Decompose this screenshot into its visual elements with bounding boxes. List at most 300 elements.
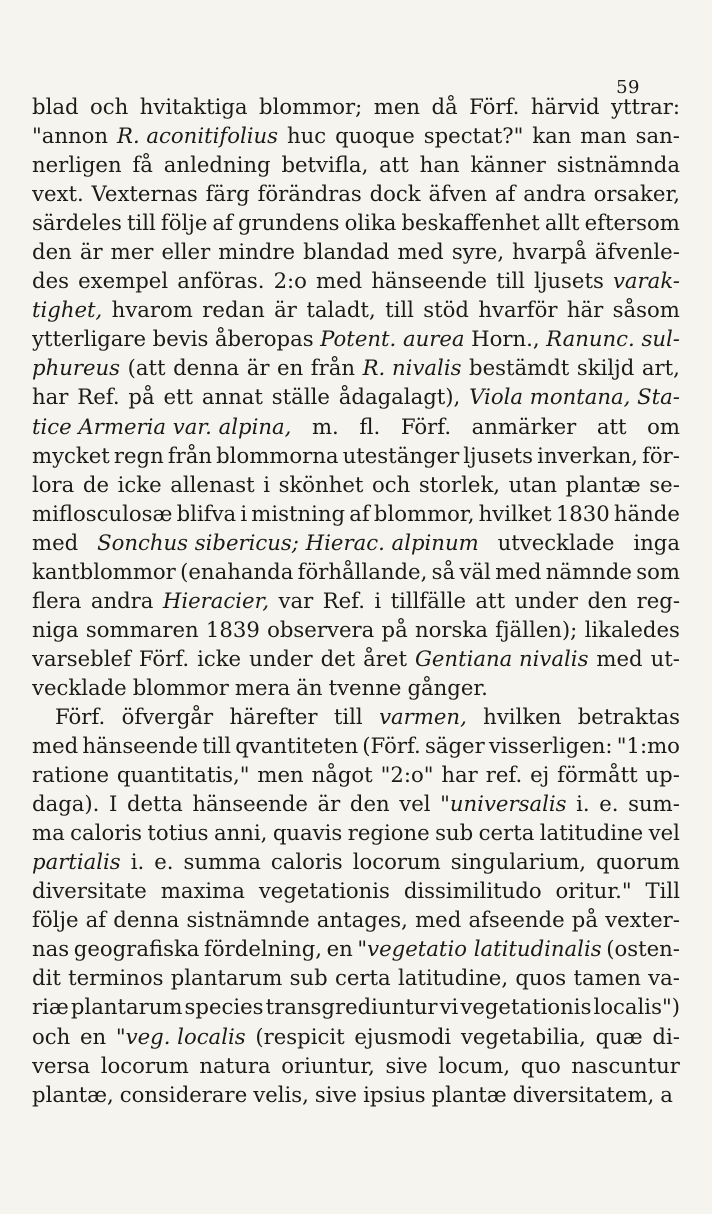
text-line [32, 237, 680, 266]
word: fl. [359, 413, 381, 439]
word: certa [478, 820, 535, 846]
word: ställe [271, 384, 330, 410]
word: härefter [229, 703, 318, 729]
word: sub [435, 820, 474, 846]
word: sum- [628, 791, 680, 817]
word: skönhet [278, 471, 364, 497]
text-line [32, 586, 680, 615]
word: olika [344, 210, 397, 236]
word: plantæ [431, 1081, 507, 1107]
word: äfven [428, 181, 488, 207]
word: anni, [213, 820, 268, 846]
word: up- [645, 762, 680, 788]
word: skiljd [576, 355, 635, 381]
word: icke [117, 471, 162, 497]
word: något [311, 762, 373, 788]
word: dock [369, 181, 421, 207]
word: riæ [32, 994, 69, 1020]
text-line [32, 441, 680, 470]
text-line [32, 412, 680, 441]
word: denna [173, 355, 240, 381]
word: quo [520, 1052, 561, 1078]
text-line [32, 557, 680, 586]
italic-term: Hieracier, [162, 587, 270, 613]
word: blifva [176, 500, 237, 526]
word: blommor, [373, 500, 475, 526]
word: vecklade [32, 674, 127, 700]
word: spectat?" [423, 123, 524, 149]
word: Förf. [55, 703, 106, 729]
word: 2:o [273, 268, 307, 294]
word: sub [289, 965, 328, 991]
word: beskaffenhet [401, 210, 540, 236]
word: fördelning, [204, 936, 323, 962]
text-line [32, 499, 680, 528]
word: regione [347, 820, 430, 846]
word: särdeles [32, 210, 122, 236]
word: allenast [170, 471, 255, 497]
word: följe [32, 907, 79, 933]
word: gånger. [407, 674, 488, 700]
text-line [32, 963, 680, 992]
word: ratione [32, 762, 109, 788]
word: blommor; [259, 94, 363, 119]
word: plantæ, [32, 1081, 114, 1107]
body-text [32, 92, 680, 1109]
word: vi [439, 994, 459, 1020]
italic-term: "veg. localis [115, 1023, 246, 1049]
word: storlek, [418, 471, 501, 497]
text-line [32, 150, 680, 179]
italic-term: varak- [612, 268, 680, 294]
text-line [32, 353, 680, 382]
word: syre, [451, 239, 505, 265]
word: Förf. [400, 413, 452, 439]
word: förändras [257, 181, 362, 207]
word: transgrediuntur [265, 994, 438, 1020]
word: sistnämnda [556, 152, 680, 178]
word: om [647, 413, 680, 439]
word: bestämdt [469, 355, 570, 381]
word: är [274, 297, 297, 323]
word: så [431, 558, 456, 584]
word: eftersom [584, 210, 680, 236]
text-line [32, 1080, 680, 1109]
text-line [32, 528, 680, 557]
italic-term: Ranunc. sul- [546, 326, 680, 352]
text-line [32, 905, 680, 934]
word: mindre [218, 239, 296, 265]
word: caloris [70, 820, 142, 846]
word: terminos [68, 965, 164, 991]
word: han [419, 152, 460, 178]
word: tvenne [328, 674, 402, 700]
word: än [296, 674, 323, 700]
word: och [89, 94, 129, 119]
word: att [475, 587, 506, 613]
word: till [126, 210, 156, 236]
italic-term: "universalis [440, 791, 567, 817]
word: ut- [650, 645, 680, 671]
word: en [277, 355, 304, 381]
word: huc [286, 123, 327, 149]
italic-term: R. aconitifolius [117, 123, 279, 149]
word: des [32, 268, 69, 294]
italic-term: varmen, [379, 703, 467, 729]
word: den [349, 791, 390, 817]
word: anföras. [177, 268, 265, 294]
word: oriuntur, [281, 1052, 375, 1078]
word: Till [645, 878, 680, 904]
text-line [32, 324, 680, 353]
word: ipsius [363, 1081, 426, 1107]
word: såsom [612, 297, 680, 323]
word: vegetabilia, [460, 1023, 586, 1049]
word: ljusets [534, 268, 604, 294]
word: hvitaktiga [139, 94, 248, 119]
word: är [246, 355, 270, 381]
word: kan [532, 123, 572, 149]
word: (enahanda [180, 558, 294, 584]
word: anmärker [471, 413, 577, 439]
word: considerare [119, 1081, 248, 1107]
word: och [371, 471, 411, 497]
word: men [257, 762, 304, 788]
word: san- [635, 123, 680, 149]
word: som [636, 558, 680, 584]
word: redan [202, 297, 265, 323]
word: nascuntur [571, 1052, 680, 1078]
word: I [108, 791, 118, 817]
word: ma [32, 820, 65, 846]
word: lora [32, 471, 75, 497]
word: quos [515, 965, 567, 991]
word: vel [399, 791, 431, 817]
word: af [349, 500, 370, 526]
word: blad [32, 94, 79, 119]
italic-term: Potent. aurea [320, 326, 465, 352]
word: quoque [335, 123, 415, 149]
word: daga). [32, 791, 100, 817]
word: a [660, 1081, 673, 1107]
word: niga [32, 616, 79, 642]
word: inverkan, [537, 442, 639, 468]
text-line [32, 760, 680, 789]
word: från [310, 355, 356, 381]
word: vel [648, 820, 680, 846]
text-line [32, 992, 680, 1021]
word: oritur." [555, 878, 632, 904]
word: summa [183, 849, 261, 875]
text-line [32, 121, 680, 150]
word: utvecklade [497, 529, 615, 555]
word: i [374, 587, 382, 613]
word: (att [127, 355, 166, 381]
word: versa [32, 1052, 91, 1078]
word: hänseende [82, 733, 199, 759]
word: yttrar: [610, 94, 680, 119]
word: caloris [270, 849, 343, 875]
word: sommaren [85, 616, 199, 642]
word: nas [32, 936, 70, 962]
word: inga [633, 529, 680, 555]
word: betraktas [577, 703, 680, 729]
text-line [32, 934, 680, 963]
word: se- [649, 471, 680, 497]
word: e. [154, 849, 174, 875]
word: locorum [352, 849, 441, 875]
word: flera [32, 587, 82, 613]
word: sive [385, 1052, 428, 1078]
word: norska [414, 616, 488, 642]
word: andra [90, 587, 154, 613]
word: fjällen); [495, 616, 578, 642]
word: har [32, 384, 69, 410]
word: di- [652, 1023, 680, 1049]
word: hände [613, 500, 680, 526]
word: men [373, 94, 421, 119]
word: förhållande, [297, 558, 428, 584]
word: Horn., [471, 326, 540, 352]
word: i [263, 471, 270, 497]
text-line [32, 92, 680, 121]
text-line [32, 1051, 680, 1080]
word: äfvenle- [594, 239, 680, 265]
text-line [32, 266, 680, 295]
word: diversitate [32, 878, 147, 904]
word: förmått [557, 762, 638, 788]
word: utan [508, 471, 558, 497]
word: med [32, 733, 79, 759]
word: den [587, 587, 628, 613]
word: att [596, 413, 627, 439]
word: en [79, 1023, 107, 1049]
word: m. [311, 413, 339, 439]
word: hvilken [483, 703, 562, 729]
word: quorum [596, 849, 680, 875]
word: 1830 [555, 500, 610, 526]
word: året [363, 645, 407, 671]
word: väl [459, 558, 491, 584]
word: den [32, 239, 72, 265]
word: art, [641, 355, 680, 381]
word: mycket [32, 442, 110, 468]
word: "1:mo [616, 733, 680, 759]
word: vegetationis [460, 994, 592, 1020]
word: "2:o" [380, 762, 434, 788]
text-line [32, 731, 680, 760]
word: ytterligare [32, 326, 147, 352]
word: localis") [593, 994, 680, 1020]
word: velis, [253, 1081, 309, 1107]
word: att [379, 152, 409, 178]
word: de [82, 471, 109, 497]
word: (osten- [606, 936, 680, 962]
word: säger [424, 733, 485, 759]
word: hvarför [478, 297, 558, 323]
italic-term: "vegetatio latitudinalis [357, 936, 602, 962]
word: med [596, 645, 643, 671]
text-line [32, 702, 680, 731]
word: under [514, 587, 579, 613]
text-line [32, 615, 680, 644]
word: ljusets [463, 442, 534, 468]
word: qvantiteten [235, 733, 359, 759]
word: latitudine [539, 820, 644, 846]
word: härvid [530, 94, 600, 119]
word: grundens [237, 210, 340, 236]
word: blommor [132, 674, 229, 700]
word: öfvergår [121, 703, 214, 729]
word: plantæ [565, 471, 641, 497]
word: det [320, 645, 356, 671]
word: mer [110, 239, 154, 265]
word: ejusmodi [354, 1023, 452, 1049]
word: med [397, 239, 444, 265]
word: quavis [272, 820, 343, 846]
italic-term: phureus [32, 355, 121, 381]
word: till [385, 297, 414, 323]
word: geografiska [73, 936, 200, 962]
word: tamen [573, 965, 641, 991]
text-line [32, 789, 680, 818]
word: maxima [160, 878, 245, 904]
italic-term: tighet, [32, 297, 103, 323]
word: taladt, [306, 297, 376, 323]
word: Förf. [138, 645, 190, 671]
text-line [32, 470, 680, 499]
word: hvarpå [512, 239, 587, 265]
word: utestänger [342, 442, 460, 468]
word: betvifla, [281, 152, 369, 178]
word: är [317, 791, 341, 817]
word: va- [648, 965, 680, 991]
word: i. [576, 791, 590, 817]
word: tillfälle [390, 587, 467, 613]
word: är [79, 239, 103, 265]
word: på [128, 384, 155, 410]
word: singularium, [450, 849, 587, 875]
word: denna [113, 907, 180, 933]
word: exempel [78, 268, 169, 294]
word: bevis [152, 326, 209, 352]
word: på [571, 907, 598, 933]
text-line [32, 1022, 680, 1051]
word: vexter- [605, 907, 680, 933]
italic-term: partialis [32, 849, 121, 875]
word: dit [32, 965, 61, 991]
italic-term: tice Armeria var. alpina, [32, 413, 292, 439]
word: eller [161, 239, 211, 265]
word: stöd [423, 297, 469, 323]
word: andra [523, 181, 586, 207]
word: miflosculosæ [32, 500, 173, 526]
word: (Förf. [362, 733, 421, 759]
word: varseblef [32, 645, 131, 671]
word: åberopas [214, 326, 314, 352]
word: certa [334, 965, 391, 991]
word: ej [530, 762, 550, 788]
text-line [32, 208, 680, 237]
word: ett [163, 384, 194, 410]
word: af [212, 210, 233, 236]
word: afseende [468, 907, 565, 933]
word: 1839 [205, 616, 260, 642]
word: till [496, 268, 525, 294]
word: visserligen: [488, 733, 613, 759]
word: känner [470, 152, 546, 178]
text-line [32, 382, 680, 411]
word: till [333, 703, 363, 729]
word: (respicit [255, 1023, 345, 1049]
word: likaledes [584, 616, 680, 642]
word: diversitatem, [512, 1081, 655, 1107]
text-line [32, 644, 680, 673]
word: orsaker, [593, 181, 680, 207]
word: af [494, 181, 516, 207]
word: plantarum [170, 965, 283, 991]
word: quæ [595, 1023, 643, 1049]
word: från [167, 442, 213, 468]
word: allt [544, 210, 580, 236]
word: till [202, 733, 232, 759]
page-number: 59 [616, 77, 640, 98]
word: i. [130, 849, 145, 875]
word: hänseende [192, 791, 308, 817]
word: "annon [32, 123, 109, 149]
word: reg- [636, 587, 680, 613]
word: blommorna [216, 442, 339, 468]
word: på [381, 616, 408, 642]
word: mistning [251, 500, 346, 526]
word: latitudine, [397, 965, 509, 991]
word: Förf. [469, 94, 520, 119]
word: af [85, 907, 107, 933]
text-line [32, 847, 680, 876]
text-line [32, 673, 680, 702]
word: e. [599, 791, 619, 817]
word: locum, [438, 1052, 511, 1078]
word: har [441, 762, 478, 788]
word: dissimilitudo [403, 878, 542, 904]
italic-term: Gentiana nivalis [414, 645, 589, 671]
word: här [566, 297, 604, 323]
text-line [32, 818, 680, 847]
text-line [32, 295, 680, 324]
word: locorum [100, 1052, 189, 1078]
word: Ref. [77, 384, 120, 410]
text-line [32, 179, 680, 208]
word: totius [147, 820, 209, 846]
word: i [240, 500, 248, 526]
word: med [316, 268, 363, 294]
word: med [32, 529, 79, 555]
word: sistnämnde [186, 907, 310, 933]
word: annat [201, 384, 263, 410]
word: hvarom [111, 297, 193, 323]
word: Ref. [322, 587, 365, 613]
word: få [132, 152, 153, 178]
word: detta [126, 791, 183, 817]
word: under [249, 645, 313, 671]
word: för- [642, 442, 680, 468]
word: species [184, 994, 264, 1020]
word: man [580, 123, 627, 149]
word: nämnde [545, 558, 632, 584]
word: sive [314, 1081, 358, 1107]
italic-term: Viola montana, Sta- [469, 384, 680, 410]
italic-term: R. nivalis [362, 355, 462, 381]
